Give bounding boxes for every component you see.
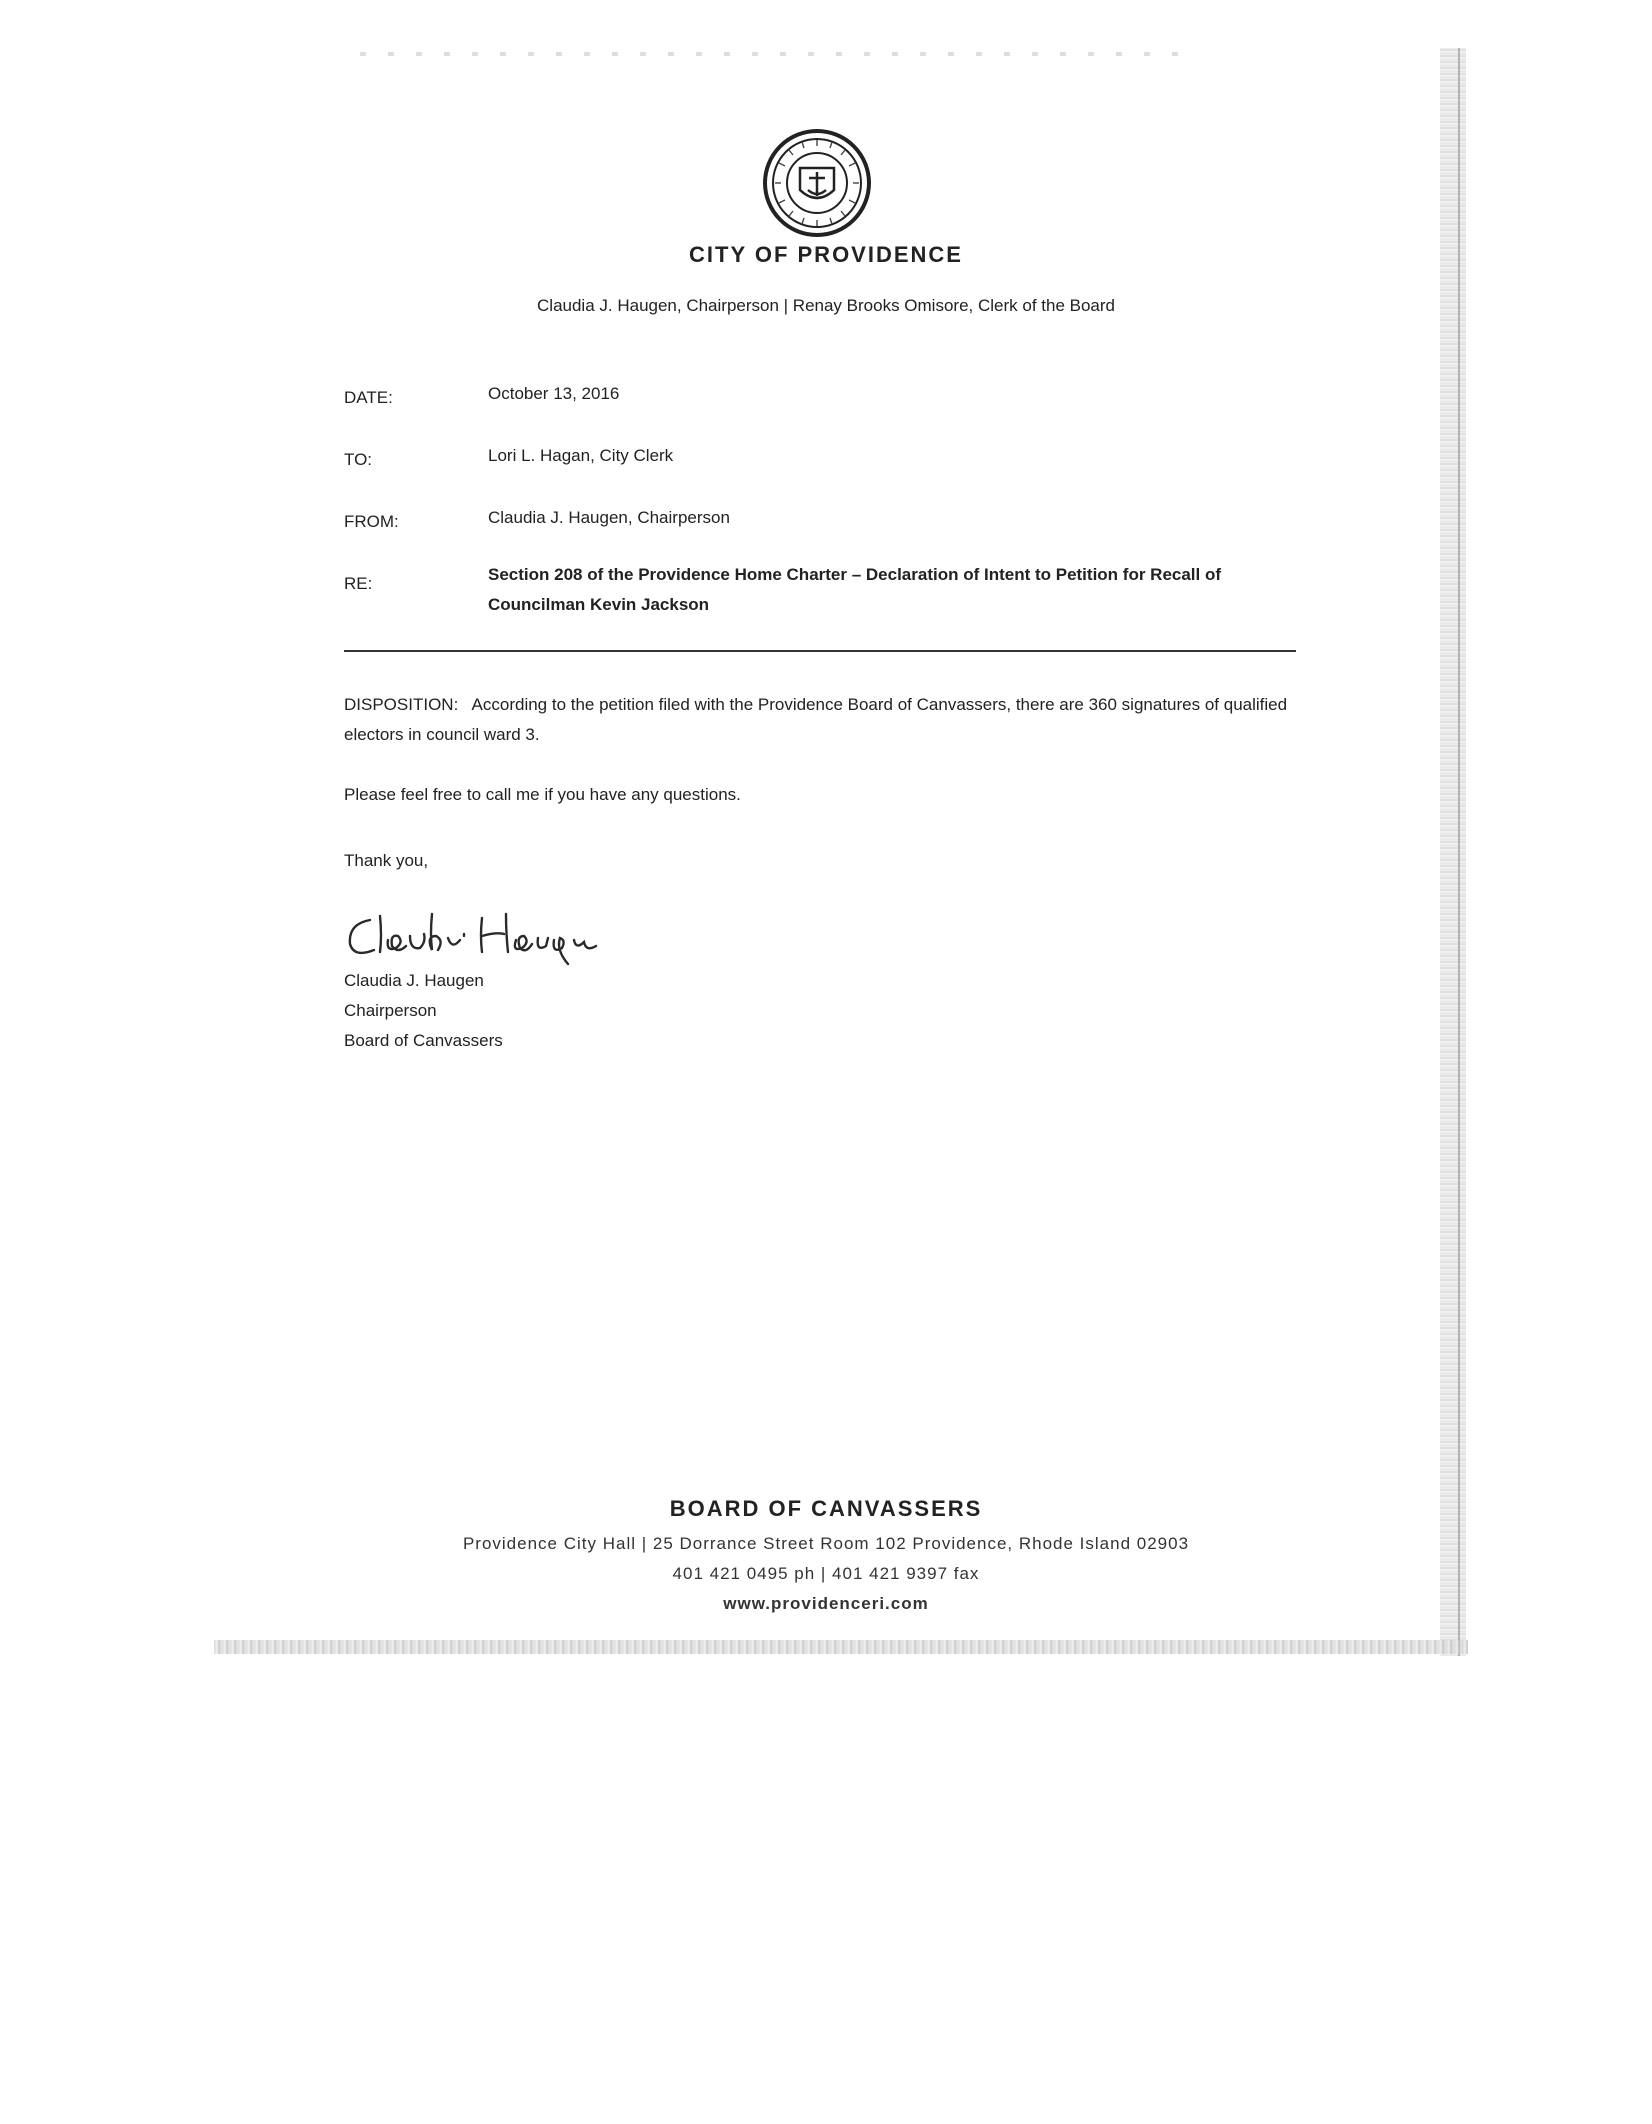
re-subject: Section 208 of the Providence Home Charter – Declaration of Intent to Petition for Recall of Councilman Kevin Jackson [488,565,1222,614]
scan-artifact-bottom-edge [214,1640,1468,1654]
closing-line: Thank you, [344,851,429,870]
city-seal-icon [762,128,872,238]
footer-title: BOARD OF CANVASSERS [669,1496,983,1521]
date-value: October 13, 2016 [488,384,620,403]
city-title: CITY OF PROVIDENCE [689,242,963,267]
header-divider [344,650,1296,652]
disposition-text: According to the petition filed with the Providence Board of Canvassers, there are 360 signatures of qualified electors in council ward 3. [344,695,1288,744]
signatory-block [344,966,503,1056]
signatory-name: Claudia J. Haugen [344,971,484,990]
scan-artifact-top [360,52,1180,56]
questions-line: Please feel free to call me if you have any questions. [344,785,741,804]
footer-website: www.providenceri.com [723,1594,929,1613]
signatory-title: Chairperson [344,1001,437,1020]
date-label: DATE: [344,388,393,407]
from-value: Claudia J. Haugen, Chairperson [488,508,730,527]
board-officers: Claudia J. Haugen, Chairperson | Renay Brooks Omisore, Clerk of the Board [537,296,1115,315]
to-label: TO: [344,450,373,469]
disposition-label: DISPOSITION: [344,695,459,714]
footer-address: Providence City Hall | 25 Dorrance Street Room 102 Providence, Rhode Island 02903 [462,1534,1190,1553]
to-value: Lori L. Hagan, City Clerk [488,446,674,465]
re-label: RE: [344,574,373,593]
handwritten-signature [340,906,600,968]
signatory-org: Board of Canvassers [344,1031,503,1050]
from-label: FROM: [344,512,399,531]
scan-artifact-right-edge [1440,48,1466,1656]
disposition-paragraph [344,690,1304,750]
footer-phone: 401 421 0495 ph | 401 421 9397 fax [672,1564,980,1583]
